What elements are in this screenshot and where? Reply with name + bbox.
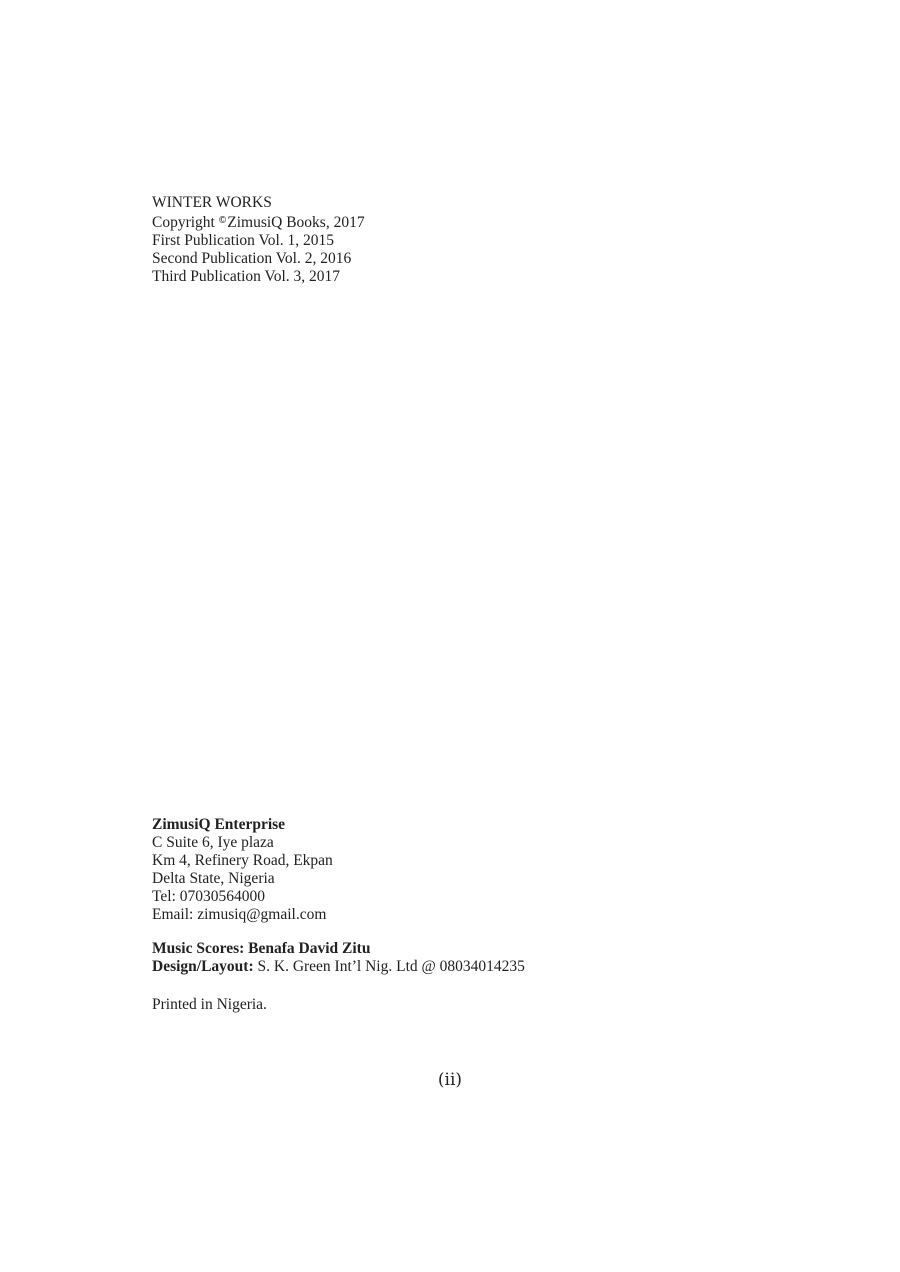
publication-line-3: Third Publication Vol. 3, 2017: [152, 268, 341, 285]
publisher-email: Email: zimusiq@gmail.com: [152, 906, 327, 923]
address-line-3: Delta State, Nigeria: [152, 870, 275, 887]
printed-block: [152, 996, 267, 1014]
design-layout-credit: [152, 958, 525, 976]
copyright-prefix: Copyright: [152, 214, 219, 231]
publication-line-1: First Publication Vol. 1, 2015: [152, 232, 335, 249]
publisher-tel: Tel: 07030564000: [152, 888, 266, 905]
copyright-line: [152, 212, 365, 232]
address-line-2: Km 4, Refinery Road, Ekpan: [152, 852, 333, 869]
copyright-holder: ZimusiQ Books, 2017: [227, 214, 365, 231]
design-layout-label: Design/Layout:: [152, 958, 254, 975]
credits-block: [152, 940, 525, 976]
imprint-block: [152, 194, 365, 286]
publication-line-2: Second Publication Vol. 2, 2016: [152, 250, 352, 267]
address-line-1: C Suite 6, Iye plaza: [152, 834, 274, 851]
copyright-symbol: ©: [218, 215, 227, 226]
design-layout-value: S. K. Green Int’l Nig. Ltd @ 08034014235: [253, 958, 525, 975]
book-title: WINTER WORKS: [152, 194, 272, 211]
music-scores-credit: Music Scores: Benafa David Zitu: [152, 940, 371, 957]
publisher-name: ZimusiQ Enterprise: [152, 816, 286, 833]
printed-in-line: Printed in Nigeria.: [152, 996, 267, 1013]
publisher-block: [152, 816, 333, 924]
page-number: (ii): [437, 1070, 463, 1090]
